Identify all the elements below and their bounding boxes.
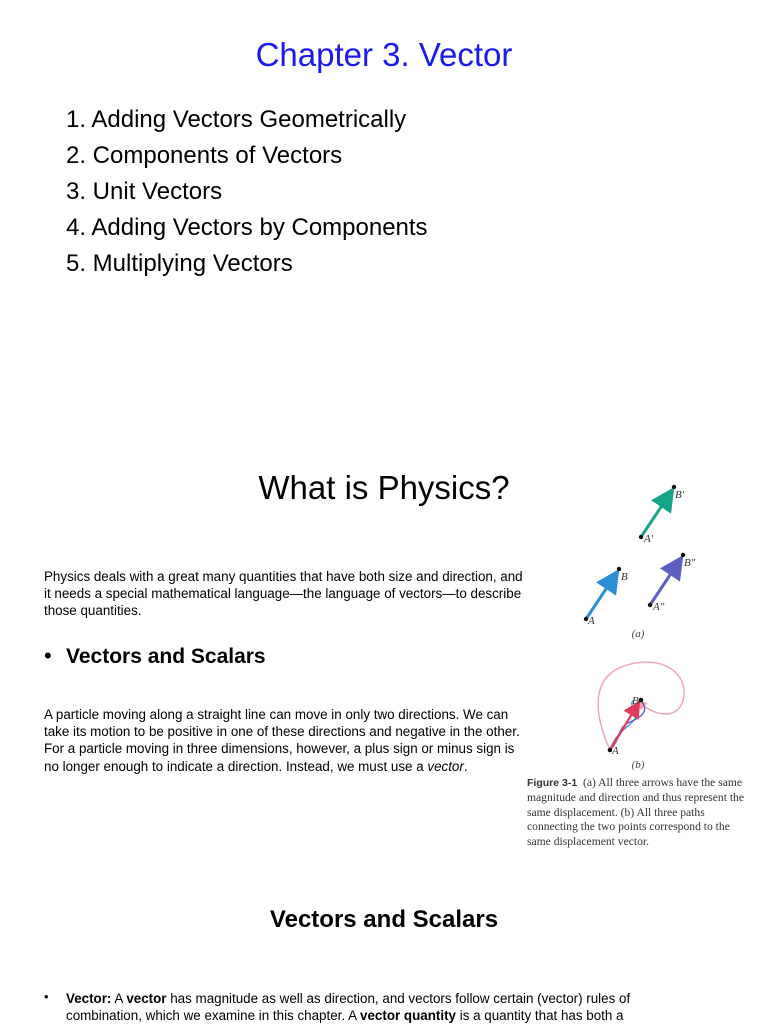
- curved-path-long: [598, 662, 684, 750]
- panel-b-label: (b): [631, 759, 645, 770]
- def-text-1: A: [111, 991, 127, 1006]
- toc-item: 2. Components of Vectors: [66, 142, 343, 169]
- arrow-a-prime: [641, 492, 671, 537]
- toc-item: 4. Adding Vectors by Components: [66, 214, 428, 241]
- displacement-arrow-red: [610, 704, 638, 750]
- figure-3-1: [524, 470, 756, 860]
- chapter-title: Chapter 3. Vector: [255, 36, 513, 73]
- label-a: A: [588, 615, 595, 627]
- caption-heading: Figure 3-1: [527, 777, 578, 789]
- bullet-dot: •: [44, 643, 52, 668]
- point-a-double-prime: [648, 603, 652, 607]
- slide-title: What is Physics?: [258, 469, 510, 506]
- label-b-panel-b: B: [632, 695, 639, 707]
- point-b-b-panel: [639, 698, 644, 703]
- label-b-double-prime: B″: [684, 557, 696, 569]
- arrow-a-double-prime: [650, 560, 680, 605]
- table-of-contents: [66, 102, 428, 282]
- label-a-double-prime: A″: [653, 601, 665, 613]
- bullet-dot: •: [44, 989, 49, 1004]
- caption-text: (a) All three arrows have the same magnitude and direction and thus represent the same displacement. (b) All three paths connecting the two points correspond to the same displacement vector.: [527, 776, 744, 849]
- vector-emphasis: vector: [427, 758, 464, 774]
- point-a-prime: [639, 535, 643, 539]
- label-b: B: [621, 571, 628, 583]
- section-title: Vectors and Scalars: [269, 906, 499, 933]
- vector-quantity: vector quantity: [360, 1008, 456, 1024]
- intro-paragraph: Physics deals with a great many quantities that have both size and direction, and it needs a special mathematical language—the language of vectors—to describe those quantities.: [44, 569, 523, 619]
- panel-a-label: (a): [631, 628, 645, 640]
- motion-paragraph: [44, 706, 524, 775]
- toc-item: 3. Unit Vectors: [66, 178, 223, 205]
- def-text-2: has magnitude as well as direction, and vectors follow certain (vector) rules of combination, which we examine in this chapter. A: [66, 991, 631, 1024]
- toc-item: 5. Multiplying Vectors: [66, 250, 293, 277]
- vector-figure-illustration: [524, 470, 756, 770]
- label-a-panel-b: A: [612, 745, 619, 757]
- bullet-heading: Vectors and Scalars: [66, 645, 266, 668]
- arrow-a: [586, 574, 616, 619]
- vector-definition: [66, 990, 686, 1024]
- vector-label: Vector:: [66, 991, 112, 1006]
- figure-caption: [527, 776, 753, 850]
- motion-text: A particle moving along a straight line can move in only two directions. We can take its motion to be positive in one of these directions and negative in the other. For a particle moving in three dimensions, however, a plus sign or minus sign is no longer enough to indicate a direction. Instead, we must use a: [44, 707, 520, 774]
- label-a-prime: A′: [644, 533, 654, 545]
- label-b-prime: B′: [675, 489, 685, 501]
- vector-word: vector: [126, 991, 167, 1006]
- motion-period: .: [463, 758, 468, 774]
- def-text-3: is a quantity that has both a: [456, 1008, 624, 1024]
- toc-item: 1. Adding Vectors Geometrically: [66, 106, 407, 133]
